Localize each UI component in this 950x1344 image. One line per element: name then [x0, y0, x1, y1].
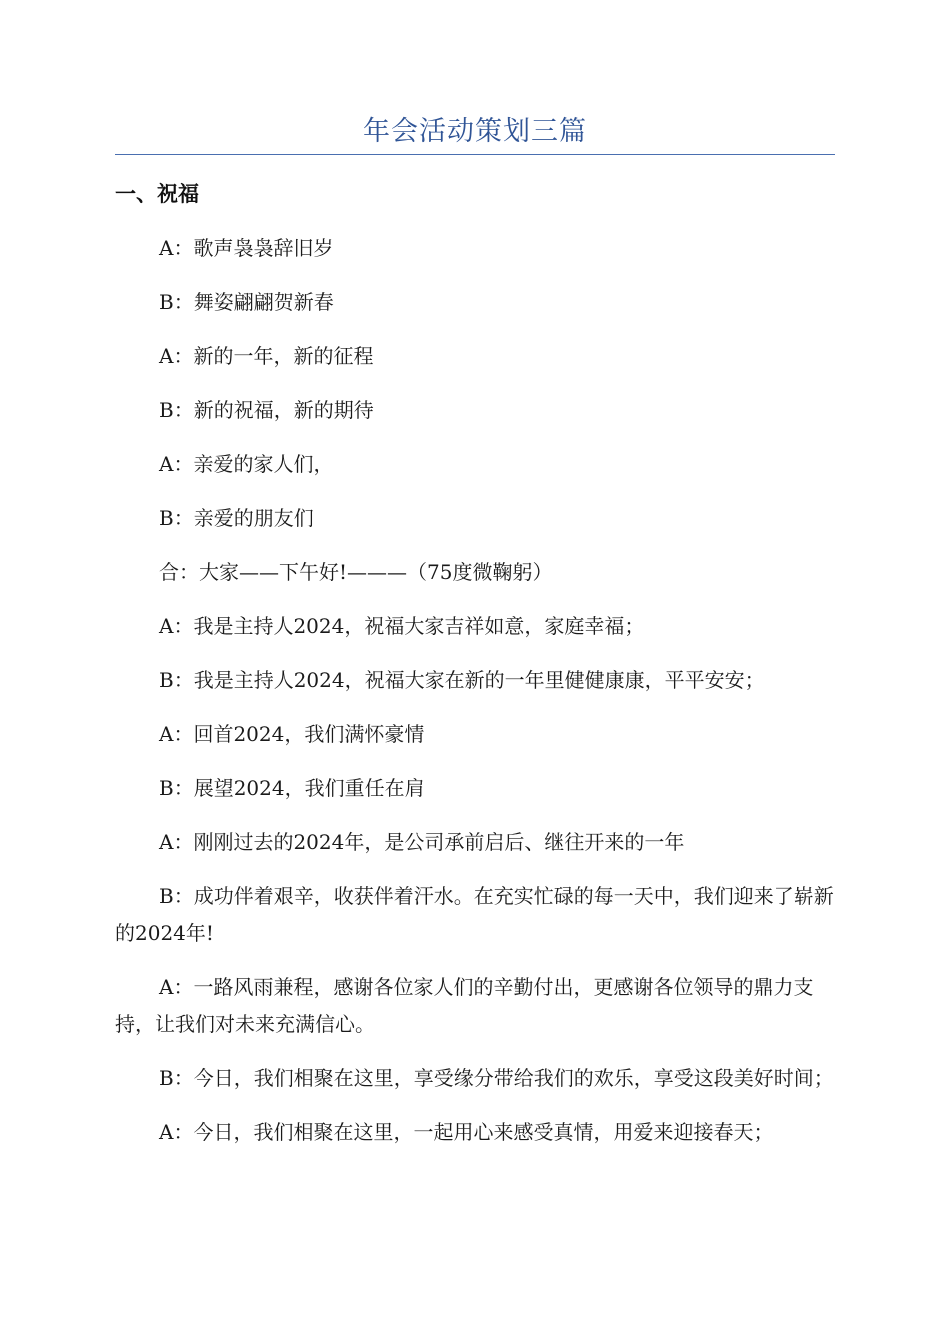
paragraph: B：展望2024，我们重任在肩 — [159, 776, 425, 800]
title-underline — [115, 154, 835, 155]
paragraph: B：成功伴着艰辛，收获伴着汗水。在充实忙碌的每一天中，我们迎来了崭新的2024年! — [115, 884, 834, 945]
paragraph: 合：大家——下午好!———（75度微鞠躬） — [159, 560, 553, 584]
paragraph: A：刚刚过去的2024年，是公司承前启后、继往开来的一年 — [159, 830, 685, 854]
paragraph: A：亲爱的家人们， — [159, 452, 334, 476]
paragraph: A：我是主持人2024，祝福大家吉祥如意，家庭幸福； — [159, 614, 645, 638]
paragraph: A：今日，我们相聚在这里，一起用心来感受真情，用爱来迎接春天； — [159, 1120, 774, 1144]
document-body — [115, 230, 835, 1168]
paragraph: B：今日，我们相聚在这里，享受缘分带给我们的欢乐，享受这段美好时间； — [159, 1066, 834, 1090]
section-heading: 一、祝福 — [115, 182, 199, 206]
paragraph: A：一路风雨兼程，感谢各位家人们的辛勤付出，更感谢各位领导的鼎力支持，让我们对未来充满信心。 — [115, 975, 814, 1036]
paragraph: B：舞姿翩翩贺新春 — [159, 290, 334, 314]
paragraph: B：新的祝福，新的期待 — [159, 398, 374, 422]
paragraph: A：歌声袅袅辞旧岁 — [159, 236, 334, 260]
paragraph: A：回首2024，我们满怀豪情 — [159, 722, 425, 746]
paragraph: A：新的一年，新的征程 — [159, 344, 374, 368]
paragraph: B：亲爱的朋友们 — [159, 506, 314, 530]
paragraph: B：我是主持人2024，祝福大家在新的一年里健健康康，平平安安； — [159, 668, 765, 692]
document-title: 年会活动策划三篇 — [363, 116, 587, 147]
